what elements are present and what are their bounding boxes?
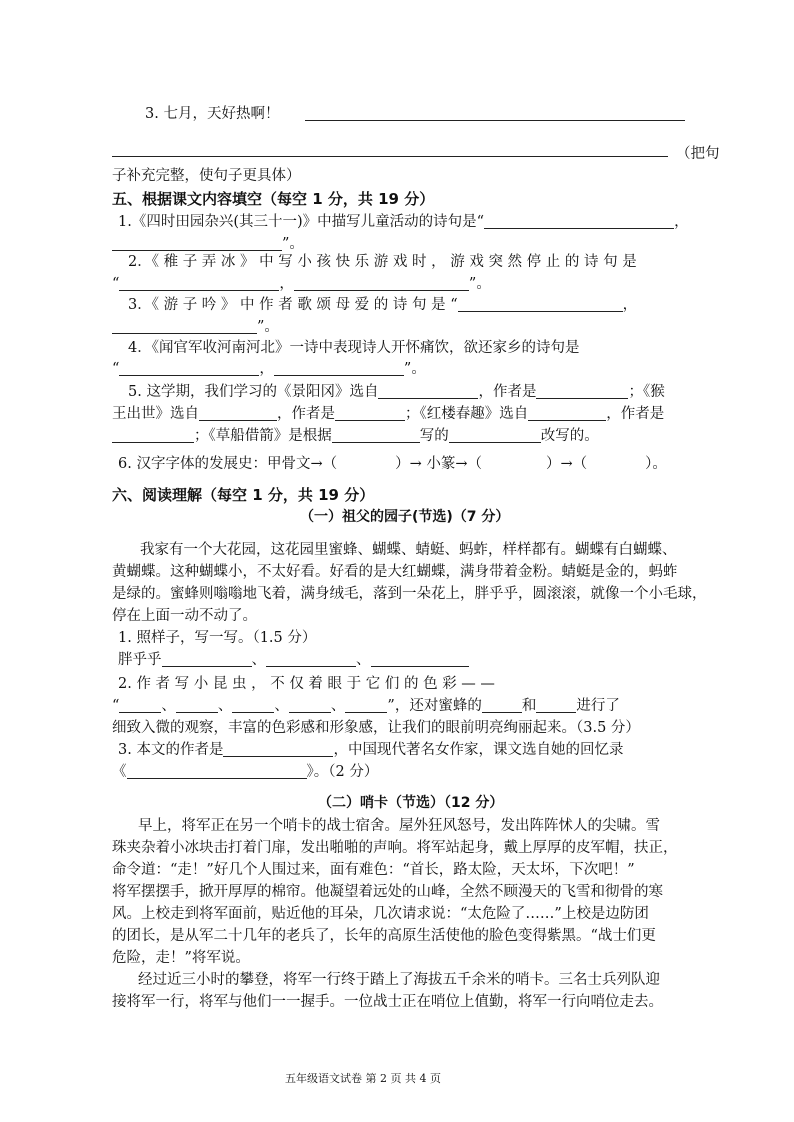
sec5-item5-blank-1[interactable] (378, 382, 478, 399)
passage1-q2-line2 (112, 694, 620, 715)
sec5-item1 (118, 210, 689, 231)
passage1-q1-sep-1: 、 (251, 652, 266, 668)
sec5-item4-blank-1[interactable] (119, 359, 259, 376)
sec5-item4-end: ”。 (403, 361, 426, 377)
sec5-item4-line2 (112, 357, 426, 378)
sec5-item5-text-b: ，作者是 (478, 384, 537, 400)
sec5-item1-comma: ， (674, 214, 689, 230)
sec5-item6-text-c: ）→（ (546, 456, 588, 472)
passage2-line-7: 危险，走！”将军说。 (112, 950, 250, 966)
sec5-item5-blank-5[interactable] (528, 404, 606, 421)
sec5-item5-blank-2[interactable] (536, 382, 628, 399)
sec5-item6-text-b: ）→ 小篆→（ (395, 456, 483, 472)
sec5-item2-line2 (112, 272, 491, 293)
passage1-q2-line3: 细致入微的观察，丰富的色彩感和形象感，让我们的眼前明亮绚丽起来。（3.5 分） (112, 720, 640, 736)
sec5-item2-blank-2[interactable] (294, 274, 469, 291)
passage2-line-3: 命令道：“走！”好几个人围过来，面有难色：“首长，路太险，天太坏，下次吧！” (112, 862, 635, 878)
sec5-item5-blank-4[interactable] (335, 404, 405, 421)
sec5-item5-text-f: ；《红楼春趣》选自 (405, 406, 529, 422)
sec5-item3 (128, 293, 637, 314)
sec5-item3-comma: ， (622, 297, 638, 313)
passage1-q2-blank-6[interactable] (482, 696, 522, 713)
sec5-item5-line2 (112, 402, 664, 423)
passage1-q3-line2 (112, 760, 378, 781)
passage1-q2-open: “ (112, 698, 120, 714)
passage2-line-8: 经过近三小时的攀登，将军一行终于踏上了海拔五千余米的哨卡。三名士兵列队迎 (138, 972, 660, 988)
sec5-item1-blank-1[interactable] (484, 212, 674, 229)
sec5-item5-text-h: ；《草船借箭》是根据 (194, 428, 332, 444)
sec5-item2-open: “ (112, 276, 120, 292)
sec5-item5-text-c: ；《猴 (628, 384, 665, 400)
sec5-item6 (118, 452, 667, 473)
sec5-item1-text: 1.《四时田园杂兴(其三十一)》中描写儿童活动的诗句是“ (118, 214, 485, 230)
passage2-title: （二）哨卡（节选）（12 分） (318, 795, 504, 811)
sec5-item4: 4．《闻官军收河南河北》一诗中表现诗人开怀痛饮，欲还家乡的诗句是 (128, 340, 580, 356)
passage1-q2-blank-2[interactable] (176, 696, 218, 713)
passage1-q3-open: 《 (112, 764, 127, 780)
q4-item3-text: 3. 七月，天好热啊！ (145, 106, 280, 122)
passage1-q1-example: 胖乎乎 (118, 652, 162, 668)
passage1-q1-blank-2[interactable] (266, 650, 356, 667)
passage1-q2-text-c: ”，还对蜜蜂的 (387, 698, 482, 714)
sec5-item4-blank-2[interactable] (274, 359, 404, 376)
passage1-q3-end: 》。（2 分） (306, 764, 379, 780)
sec5-item5-text-e: ，作者是 (277, 406, 335, 422)
passage1-line-4: 停在上面一动不动了。 (112, 608, 257, 624)
q4-item3-answer-line-1[interactable] (305, 104, 685, 121)
sec5-item5-text-g: ，作者是 (606, 406, 665, 422)
sec5-item1-end: ”。 (282, 236, 304, 252)
sec5-item5-text-a: 5. 这学期，我们学习的《景阳冈》选自 (128, 384, 379, 400)
sec5-item5-text-j: 改写的。 (540, 428, 599, 444)
passage1-q3 (118, 738, 623, 759)
sec5-item5-line3 (112, 424, 599, 445)
passage2-line-5: 风。上校走到将军面前，贴近他的耳朵，几次请求说：“太危险了……”上校是边防团 (112, 906, 649, 922)
passage1-line-3: 是绿的。蜜蜂则嗡嗡地飞着，满身绒毛，落到一朵花上，胖乎乎，圆滚滚，就像一个小毛球， (112, 586, 707, 602)
passage1-q1-sep-2: 、 (356, 652, 371, 668)
q4-item3-answer-line-2[interactable] (112, 140, 668, 157)
passage1-q2-blank-3[interactable] (232, 696, 274, 713)
sec5-item2-end: ”。 (468, 276, 491, 292)
passage1-q2-blank-4[interactable] (289, 696, 331, 713)
passage1-q1-blank-1[interactable] (162, 650, 252, 667)
sec5-item3-blank-1[interactable] (458, 295, 623, 312)
sec5-item3-line2 (112, 315, 279, 336)
passage1-line-1: 我家有一个大花园，这花园里蜜蜂、蝴蝶、蜻蜓、蚂蚱，样样都有。蝴蝶有白蝴蝶、 (140, 542, 677, 558)
sec5-item5 (128, 380, 665, 401)
passage1-line-2: 黄蝴蝶。这种蝴蝶小，不太好看。好看的是大红蝴蝶，满身带着金粉。蜻蜓是金的，蚂蚱 (112, 564, 678, 580)
passage2-line-1: 早上，将军正在另一个哨卡的战士宿舍。屋外狂风怒号，发出阵阵怵人的尖啸。雪 (138, 818, 660, 834)
sec5-item4-open: “ (112, 361, 120, 377)
passage1-title: （一）祖父的园子(节选)（7 分） (300, 509, 510, 525)
passage1-q3-blank-1[interactable] (223, 740, 333, 757)
passage1-q2-sep-2: 、 (217, 698, 233, 714)
passage1-q3-blank-2[interactable] (127, 762, 307, 779)
passage1-q3-text-a: 3. 本文的作者是 (118, 742, 224, 758)
sec5-item1-blank-2[interactable] (112, 234, 282, 251)
sec5-item5-blank-8[interactable] (449, 426, 541, 443)
sec5-item5-blank-7[interactable] (332, 426, 420, 443)
q4-item3-tail: （把句 (676, 146, 720, 162)
sec5-item2: 2．《 稚 子 弄 冰 》 中 写 小 孩 快 乐 游 戏 时 ， 游 戏 突 然 停 止 的 诗 句 是 (128, 254, 637, 270)
passage1-q2-text-e: 进行了 (576, 698, 620, 714)
q4-item3 (145, 102, 279, 123)
passage1-q2-sep-3: 、 (274, 698, 289, 714)
passage1-q1-line (118, 648, 469, 669)
sec5-item2-blank-1[interactable] (119, 274, 279, 291)
sec5-item5-text-i: 写的 (419, 428, 449, 444)
sec5-item5-blank-3[interactable] (199, 404, 277, 421)
page-footer: 五年级语文试卷 第 2 页 共 4 页 (285, 1072, 441, 1085)
sec5-item4-comma: ， (259, 361, 274, 377)
sec5-item5-text-d: 王出世》选自 (112, 406, 199, 422)
section5-title: 五、根据课文内容填空（每空 1 分，共 19 分） (112, 190, 435, 208)
passage1-q2-blank-5[interactable] (345, 696, 387, 713)
passage1-q2-blank-1[interactable] (119, 696, 161, 713)
passage1-q2: 2. 作 者 写 小 昆 虫 ， 不 仅 着 眼 于 它 们 的 色 彩 — — (118, 676, 495, 692)
section6-title: 六、阅读理解（每空 1 分，共 19 分） (112, 486, 375, 504)
passage1-q3-text-b: ，中国现代著名女作家，课文选自她的回忆录 (333, 742, 624, 758)
sec5-item6-text-a: 6. 汉字字体的发展史：甲骨文→（ (118, 456, 338, 472)
sec5-item3-text: 3．《 游 子 吟 》 中 作 者 歌 颂 母 爱 的 诗 句 是 “ (128, 297, 458, 313)
passage2-line-9: 接将军一行，将军与他们一一握手。一位战士正在哨位上值勤，将军一行向哨位走去。 (112, 994, 663, 1010)
passage2-line-2: 珠夹杂着小冰块击打着门扉，发出啪啪的声响。将军站起身，戴上厚厚的皮军帽，扶正， (112, 840, 678, 856)
sec5-item3-blank-2[interactable] (112, 317, 257, 334)
passage2-line-4: 将军摆摆手，掀开厚厚的棉帘。他凝望着远处的山峰，全然不顾漫天的飞雪和彻骨的寒 (112, 884, 663, 900)
passage1-q2-sep-1: 、 (161, 698, 176, 714)
passage1-q2-blank-7[interactable] (536, 696, 576, 713)
passage1-q1-blank-3[interactable] (371, 650, 469, 667)
sec5-item6-text-d: ）。 (645, 456, 667, 472)
passage2-line-6: 的团长，是从军二十几年的老兵了，长年的高原生活使他的脸色变得紫黑。“战士们更 (112, 928, 656, 944)
sec5-item2-comma: ， (279, 276, 294, 292)
passage1-q1: 1. 照样子，写一写。（1.5 分） (118, 630, 317, 646)
q4-item3-cont: 子补充完整，使句子更具体） (112, 168, 301, 184)
sec5-item3-end: ”。 (257, 319, 279, 335)
passage1-q2-sep-4: 、 (330, 698, 346, 714)
passage1-q2-text-d: 和 (521, 698, 537, 714)
sec5-item5-blank-6[interactable] (112, 426, 194, 443)
